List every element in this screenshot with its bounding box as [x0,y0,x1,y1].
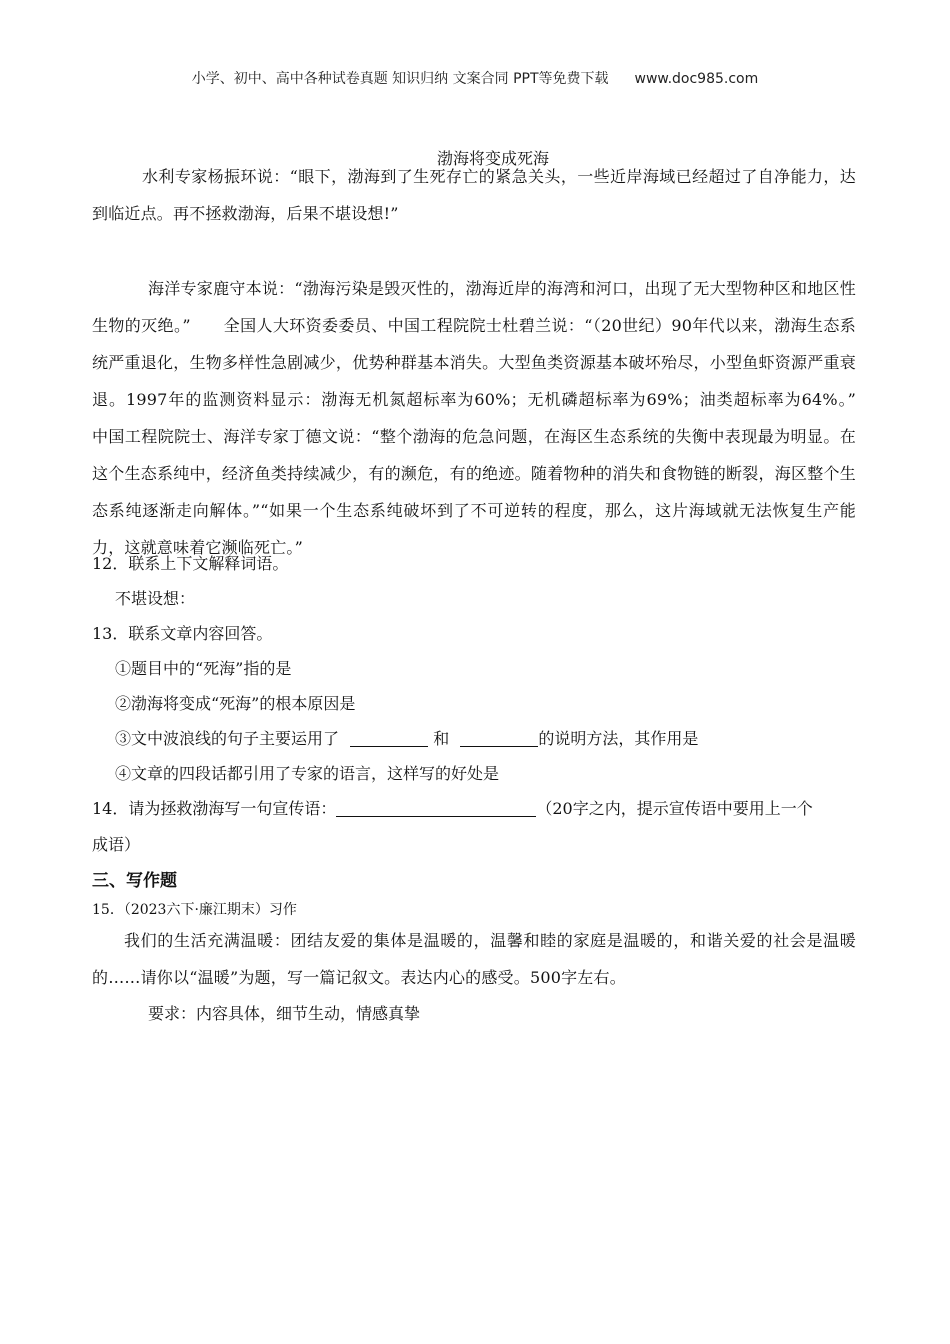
question-14-continued: 成语） [92,835,141,854]
question-13-item-4: ④文章的四段话都引用了专家的语言，这样写的好处是 [115,764,500,783]
question-14 [92,796,813,819]
question-13-item-1: ①题目中的“死海”指的是 [115,659,292,678]
question-13-item-3-text-a: ③文中波浪线的句子主要运用了 [115,729,340,748]
answer-blank-slogan[interactable] [336,800,536,817]
question-13-item-3 [115,726,698,749]
answer-blank-2[interactable] [460,730,538,747]
article-paragraph-1: 水利专家杨振环说：“眼下，渤海到了生死存亡的紧急关头，一些近岸海域已经超过了自净能力，达到临近点。再不拯救渤海，后果不堪设想!” [92,167,856,223]
article-title: 渤海将变成死海 [436,149,549,168]
question-12: 12．联系上下文解释词语。 [92,554,289,573]
header-text: 小学、初中、高中各种试卷真题 知识归纳 文案合同 PPT等免费下载 [191,71,609,87]
question-14-text-b: （20字之内，提示宣传语中要用上一个 [536,799,813,818]
question-15: 15．（2023六下·廉江期末）习作 [92,902,297,918]
writing-requirement: 要求：内容具体，细节生动，情感真挚 [148,1004,421,1023]
question-12-term: 不堪设想： [115,589,196,608]
section-heading-writing: 三、写作题 [92,871,177,891]
question-14-text-a: 14．请为拯救渤海写一句宣传语： [92,799,337,818]
question-13: 13．联系文章内容回答。 [92,624,273,643]
question-13-item-2: ②渤海将变成“死海”的根本原因是 [115,694,356,713]
page-header [0,68,950,88]
writing-prompt: 我们的生活充满温暖：团结友爱的集体是温暖的，温馨和睦的家庭是温暖的，和谐关爱的社会是温暖的……请你以“温暖”为题，写一篇记叙文。表达内心的感受。500字左右。 [92,931,856,987]
answer-blank-1[interactable] [350,730,428,747]
header-url[interactable]: www.doc985.com [634,71,759,87]
question-13-item-3-text-b: 和 [433,729,450,748]
question-13-item-3-text-c: 的说明方法，其作用是 [538,729,699,748]
article-paragraph-2: 海洋专家鹿守本说：“渤海污染是毁灭性的，渤海近岸的海湾和河口，出现了无大型物种区和地区性生物的灭绝。” 全国人大环资委委员、中国工程院院士杜碧兰说：“（20世纪）90年代以来，渤海生态系统严重退化，生物多样性急剧减少，优势种群基本消失。大型鱼类资源基本破坏殆尽，小型鱼虾资源严重衰退。1997年的监测资料显示：渤海无机氮超标率为60%；无机磷超标率为69%；油类超标率为64%。” 中国工程院院士、海洋专家丁德文说：“整个渤海的危急问题，在海区生态系统的失衡中表现最为明显。在这个生态系纯中，经济鱼类持续减少，有的濒危，有的绝迹。随着物种的消失和食物链的断裂，海区整个生态系纯逐渐走向解体。”“如果一个生态系纯破坏到了不可逆转的程度，那么，这片海域就无法恢复生产能力，这就意味着它濒临死亡。” [92,279,889,557]
